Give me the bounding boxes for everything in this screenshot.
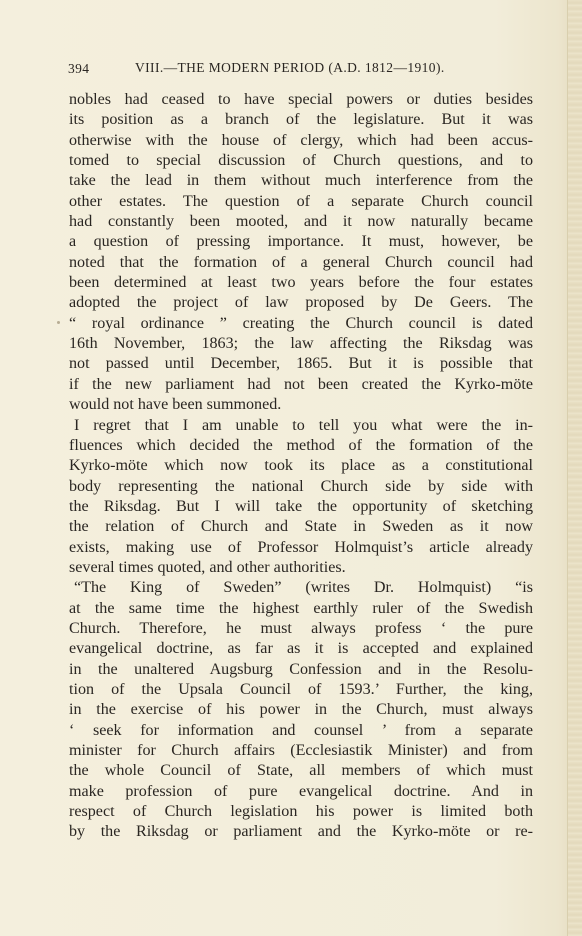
text-line: evangelical doctrine, as far as it is accepted and explained	[69, 640, 533, 658]
text-line: in the unaltered Augsburg Confession and in the Resolu-	[69, 660, 533, 678]
text-line: the whole Council of State, all members of which must	[69, 762, 533, 780]
text-line: the relation of Church and State in Sweden as it now	[69, 518, 533, 536]
text-line: at the same time the highest earthly ruler of the Swedish	[69, 599, 533, 617]
text-line: noted that the formation of a general Church council had	[69, 253, 533, 271]
text-line: a question of pressing importance. It must, however, be	[69, 233, 533, 251]
text-line: would not have been summoned.	[69, 396, 282, 414]
text-line: nobles had ceased to have special powers or duties besides	[69, 91, 533, 108]
text-line: other estates. The question of a separate Church council	[69, 192, 533, 210]
page-number: 394	[68, 61, 90, 76]
text-line: take the lead in them without much interference from the	[69, 172, 533, 190]
text-line: I regret that I am unable to tell you what were the in-	[74, 416, 533, 434]
text-line: exists, making use of Professor Holmquist’s article already	[69, 538, 533, 556]
text-line: adopted the project of law proposed by De Geers. The	[69, 294, 533, 312]
text-line: “ royal ordinance ” creating the Church council is dated	[69, 314, 533, 332]
text-line: respect of Church legislation his power is limited both	[69, 803, 533, 821]
text-line: in the exercise of his power in the Church, must always	[69, 701, 533, 719]
text-line: been determined at least two years before the four estates	[69, 274, 533, 292]
text-line: its position as a branch of the legislature. But it was	[69, 111, 533, 129]
text-line: fluences which decided the method of the formation of the	[69, 436, 533, 454]
text-line: ‘ seek for information and counsel ’ from a separate	[69, 721, 533, 739]
text-line: tion of the Upsala Council of 1593.’ Further, the king,	[69, 680, 533, 698]
body-text	[69, 90, 533, 843]
text-line: Church. Therefore, he must always profess ‘ the pure	[69, 619, 533, 637]
margin-dot	[57, 321, 60, 324]
text-line: make profession of pure evangelical doctrine. And in	[69, 782, 533, 800]
chapter-title: VIII.—THE MODERN PERIOD (A.D. 1812—1910).	[135, 60, 445, 75]
page-edge	[567, 0, 582, 936]
text-line: body representing the national Church side by side with	[69, 477, 533, 495]
text-line: had constantly been mooted, and it now naturally became	[69, 213, 533, 231]
text-line: minister for Church affairs (Ecclesiastik Minister) and from	[69, 742, 533, 759]
text-line: the Riksdag. But I will take the opportunity of sketching	[69, 497, 533, 515]
text-line: several times quoted, and other authorities.	[69, 558, 346, 576]
text-line: “The King of Sweden” (writes Dr. Holmquist) “is	[74, 579, 533, 597]
text-line: Kyrko-möte which now took its place as a constitutional	[69, 457, 533, 475]
text-line: by the Riksdag or parliament and the Kyrko-möte or re-	[69, 823, 533, 841]
text-line: if the new parliament had not been created the Kyrko-möte	[69, 375, 533, 393]
text-line: tomed to special discussion of Church questions, and to	[69, 152, 533, 170]
text-line: not passed until December, 1865. But it is possible that	[69, 355, 533, 373]
text-line: 16th November, 1863; the law affecting the Riksdag was	[69, 335, 533, 353]
text-line: otherwise with the house of clergy, which had been accus-	[69, 131, 533, 149]
